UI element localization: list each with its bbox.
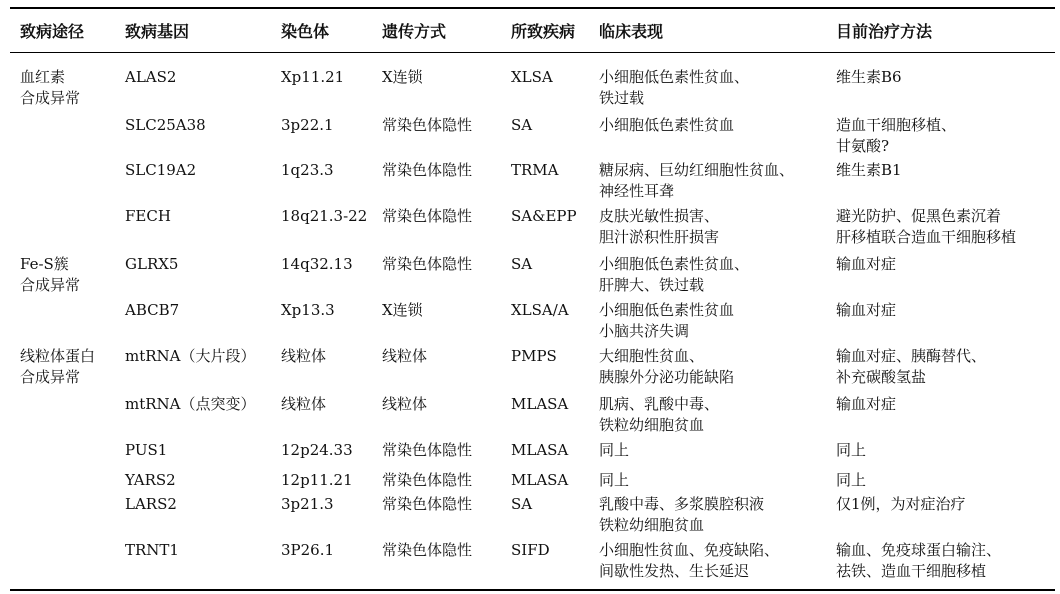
cell-clinical: 肌病、乳酸中毒、 铁粒幼细胞贫血: [599, 395, 720, 434]
table-header-rule: [10, 52, 1055, 53]
cell-treatment: 输血对症: [836, 395, 897, 413]
cell-chromosome: 14q32.13: [281, 255, 353, 273]
cell-inheritance: 常染色体隐性: [382, 471, 473, 489]
cell-inheritance: 常染色体隐性: [382, 207, 473, 225]
cell-gene: YARS2: [125, 471, 176, 489]
header-gene: 致病基因: [125, 22, 190, 41]
header-treatment: 目前治疗方法: [836, 22, 933, 41]
cell-chromosome: 12p24.33: [281, 441, 353, 459]
cell-gene: SLC19A2: [125, 161, 197, 179]
cell-clinical: 小细胞低色素性贫血、 肝脾大、铁过载: [599, 255, 750, 294]
cell-treatment: 仅1例，为对症治疗: [836, 495, 966, 513]
cell-chromosome: 3p22.1: [281, 116, 334, 134]
cell-gene: mtRNA（点突变）: [125, 395, 256, 413]
cell-inheritance: 常染色体隐性: [382, 495, 473, 513]
table-bottom-rule: [10, 589, 1055, 591]
cell-gene: mtRNA（大片段）: [125, 347, 256, 365]
cell-clinical: 乳酸中毒、多浆膜腔积液 铁粒幼细胞贫血: [599, 495, 765, 534]
cell-disease: PMPS: [511, 347, 557, 365]
cell-chromosome: 18q21.3-22: [281, 207, 368, 225]
cell-gene: LARS2: [125, 495, 177, 513]
cell-gene: PUS1: [125, 441, 168, 459]
group-heme-synthesis: 血红素 合成异常: [20, 68, 81, 107]
cell-inheritance: 常染色体隐性: [382, 161, 473, 179]
cell-chromosome: 12p11.21: [281, 471, 353, 489]
group-fe-s-cluster: Fe-S簇 合成异常: [20, 255, 81, 294]
cell-inheritance: 常染色体隐性: [382, 541, 473, 559]
table-top-rule: [10, 7, 1055, 9]
cell-treatment: 维生素B1: [836, 161, 902, 179]
cell-disease: SA: [511, 255, 533, 273]
cell-disease: MLASA: [511, 441, 569, 459]
cell-gene: ABCB7: [125, 301, 180, 319]
header-pathway: 致病途径: [20, 22, 85, 41]
cell-inheritance: X连锁: [382, 68, 423, 86]
header-clinical: 临床表现: [599, 22, 664, 41]
cell-clinical: 小细胞性贫血、免疫缺陷、 间歇性发热、生长延迟: [599, 541, 780, 580]
cell-treatment: 输血、免疫球蛋白输注、 祛铁、造血干细胞移植: [836, 541, 1002, 580]
cell-gene: TRNT1: [125, 541, 179, 559]
cell-inheritance: 常染色体隐性: [382, 116, 473, 134]
cell-chromosome: 线粒体: [281, 347, 327, 365]
cell-chromosome: 1q23.3: [281, 161, 334, 179]
header-chromosome: 染色体: [281, 22, 330, 41]
header-inheritance: 遗传方式: [382, 22, 447, 41]
cell-treatment: 输血对症、胰酶替代、 补充碳酸氢盐: [836, 347, 987, 386]
cell-clinical: 糖尿病、巨幼红细胞性贫血、 神经性耳聋: [599, 161, 795, 200]
cell-inheritance: 常染色体隐性: [382, 255, 473, 273]
cell-disease: SA&EPP: [511, 207, 577, 225]
cell-clinical: 大细胞性贫血、 胰腺外分泌功能缺陷: [599, 347, 735, 386]
cell-inheritance: 线粒体: [382, 395, 428, 413]
cell-chromosome: Xp11.21: [281, 68, 345, 86]
cell-gene: GLRX5: [125, 255, 179, 273]
cell-treatment: 造血干细胞移植、 甘氨酸?: [836, 116, 957, 155]
cell-treatment: 同上: [836, 471, 867, 489]
cell-treatment: 避光防护、促黑色素沉着 肝移植联合造血干细胞移植: [836, 207, 1017, 246]
cell-disease: XLSA: [511, 68, 553, 86]
cell-treatment: 输血对症: [836, 301, 897, 319]
cell-chromosome: 3P26.1: [281, 541, 335, 559]
cell-disease: MLASA: [511, 471, 569, 489]
cell-clinical: 小细胞低色素性贫血: [599, 116, 735, 134]
cell-clinical: 同上: [599, 441, 630, 459]
cell-clinical: 同上: [599, 471, 630, 489]
cell-treatment: 输血对症: [836, 255, 897, 273]
cell-gene: ALAS2: [125, 68, 177, 86]
cell-clinical: 小细胞低色素性贫血 小脑共济失调: [599, 301, 735, 340]
cell-inheritance: 线粒体: [382, 347, 428, 365]
cell-clinical: 小细胞低色素性贫血、 铁过载: [599, 68, 750, 107]
group-mito-protein: 线粒体蛋白 合成异常: [20, 347, 96, 386]
cell-gene: FECH: [125, 207, 171, 225]
cell-treatment: 同上: [836, 441, 867, 459]
cell-disease: SA: [511, 116, 533, 134]
cell-disease: XLSA/A: [511, 301, 569, 319]
cell-inheritance: 常染色体隐性: [382, 441, 473, 459]
cell-chromosome: Xp13.3: [281, 301, 335, 319]
cell-chromosome: 3p21.3: [281, 495, 334, 513]
cell-treatment: 维生素B6: [836, 68, 902, 86]
cell-disease: TRMA: [511, 161, 559, 179]
header-disease: 所致疾病: [511, 22, 576, 41]
cell-chromosome: 线粒体: [281, 395, 327, 413]
cell-clinical: 皮肤光敏性损害、 胆汁淤积性肝损害: [599, 207, 720, 246]
cell-disease: SIFD: [511, 541, 550, 559]
cell-disease: SA: [511, 495, 533, 513]
cell-gene: SLC25A38: [125, 116, 206, 134]
cell-disease: MLASA: [511, 395, 569, 413]
cell-inheritance: X连锁: [382, 301, 423, 319]
